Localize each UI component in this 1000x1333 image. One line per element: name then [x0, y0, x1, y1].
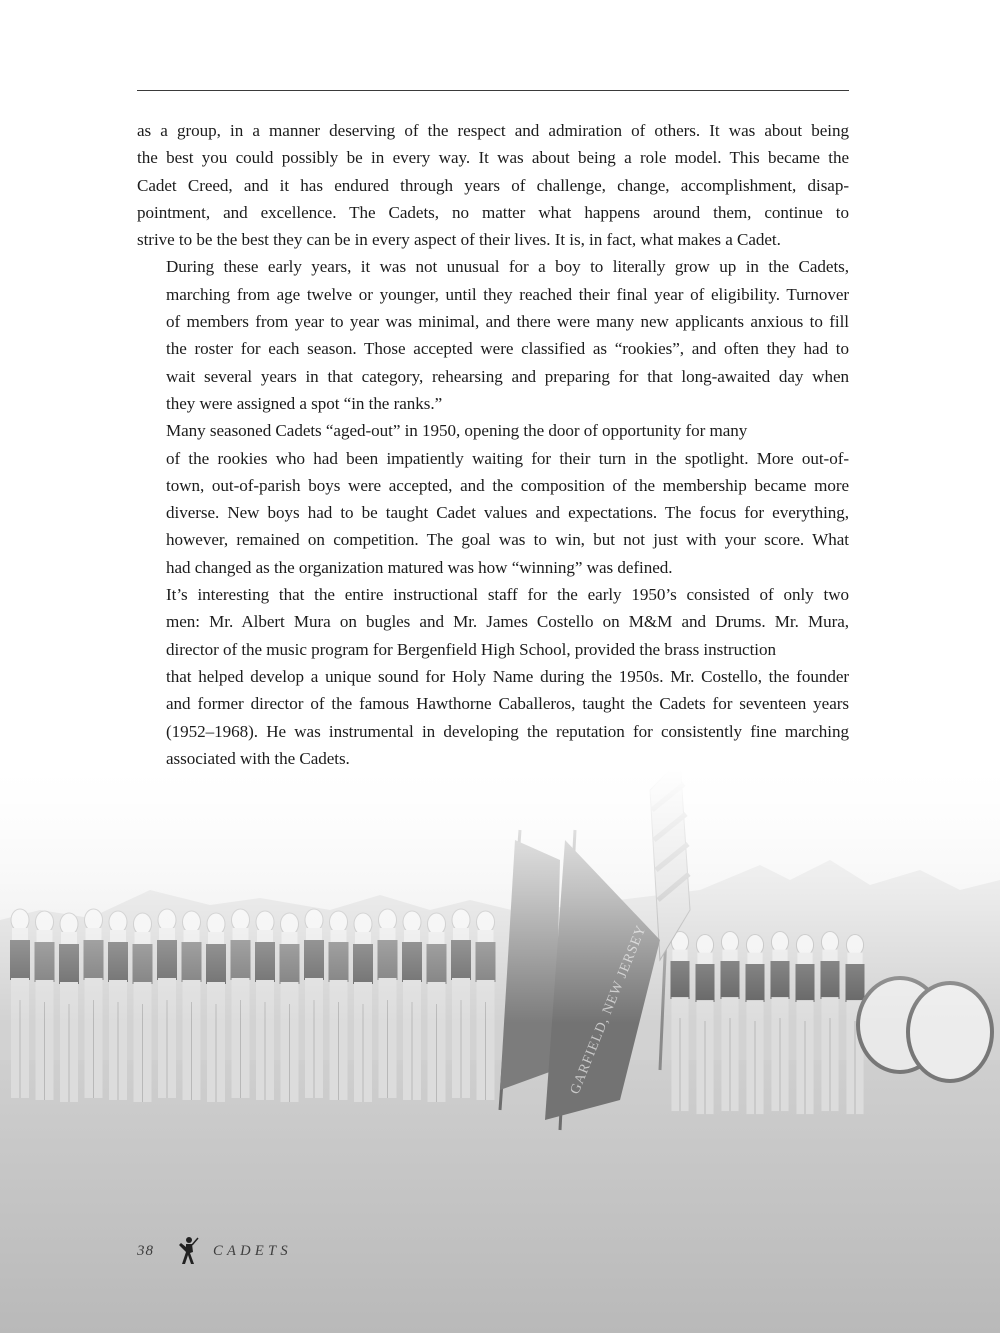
text-line: had changed as the organization matured was how “winning” was defined. [166, 557, 673, 577]
paragraph [137, 581, 849, 772]
text-line: the best you could possibly be in every way. It was about being a role model. This became the [137, 148, 849, 168]
paragraph [137, 253, 849, 417]
text-line: (1952–1968). He was instrumental in developing the reputation for consistently fine marching [166, 721, 849, 741]
drum-major-silhouette-icon [177, 1236, 199, 1266]
paragraph [137, 417, 849, 581]
text-line: town, out-of-parish boys were accepted, and the composition of the membership became more [166, 475, 849, 495]
header-rule [137, 90, 849, 91]
text-line: as a group, in a manner deserving of the respect and admiration of others. It was about being [137, 121, 849, 140]
text-line: men: Mr. Albert Mura on bugles and Mr. James Costello on M&M and Drums. Mr. Mura, [166, 612, 849, 632]
text-line: diverse. New boys had to be taught Cadet values and expectations. The focus for everything, [166, 503, 849, 523]
text-line: It’s interesting that the entire instructional staff for the early 1950’s consisted of only two [166, 585, 849, 605]
text-line: Cadet Creed, and it has endured through years of challenge, change, accomplishment, disap- [137, 175, 849, 195]
text-line: the roster for each season. Those accepted were classified as “rookies”, and often they had to [166, 339, 849, 359]
text-line: During these early years, it was not unusual for a boy to literally grow up in the Cadets, [166, 257, 849, 277]
page-number: 38 [137, 1242, 154, 1259]
text-line: and former director of the famous Hawthorne Caballeros, taught the Cadets for seventeen years [166, 694, 849, 714]
text-line: pointment, and excellence. The Cadets, no matter what happens around them, continue to [137, 202, 849, 222]
text-line: strive to be the best they can be in every aspect of their lives. It is, in fact, what makes a Cadet. [137, 230, 781, 250]
text-line: wait several years in that category, rehearsing and preparing for that long-awaited day when [166, 366, 849, 386]
body-text [137, 117, 849, 772]
text-line: marching from age twelve or younger, until they reached their final year of eligibility. Turnover [166, 284, 849, 304]
text-line: however, remained on competition. The goal was to win, but not just with your score. What [166, 530, 849, 550]
text-line: they were assigned a spot “in the ranks.” [166, 393, 443, 413]
page-footer [137, 1237, 292, 1265]
text-line: of members from year to year was minimal, and there were many new applicants anxious to fill [166, 312, 849, 332]
text-line: of the rookies who had been impatiently waiting for their turn in the spotlight. More out-of- [166, 448, 849, 468]
text-line: that helped develop a unique sound for Holy Name during the 1950s. Mr. Costello, the founder [166, 666, 849, 686]
text-line: associated with the Cadets. [166, 748, 350, 768]
paragraph [137, 117, 849, 253]
running-head: CADETS [213, 1242, 292, 1259]
text-line: director of the music program for Bergenfield High School, provided the brass instruction [166, 639, 776, 659]
text-line: Many seasoned Cadets “aged-out” in 1950, opening the door of opportunity for many [166, 421, 748, 441]
